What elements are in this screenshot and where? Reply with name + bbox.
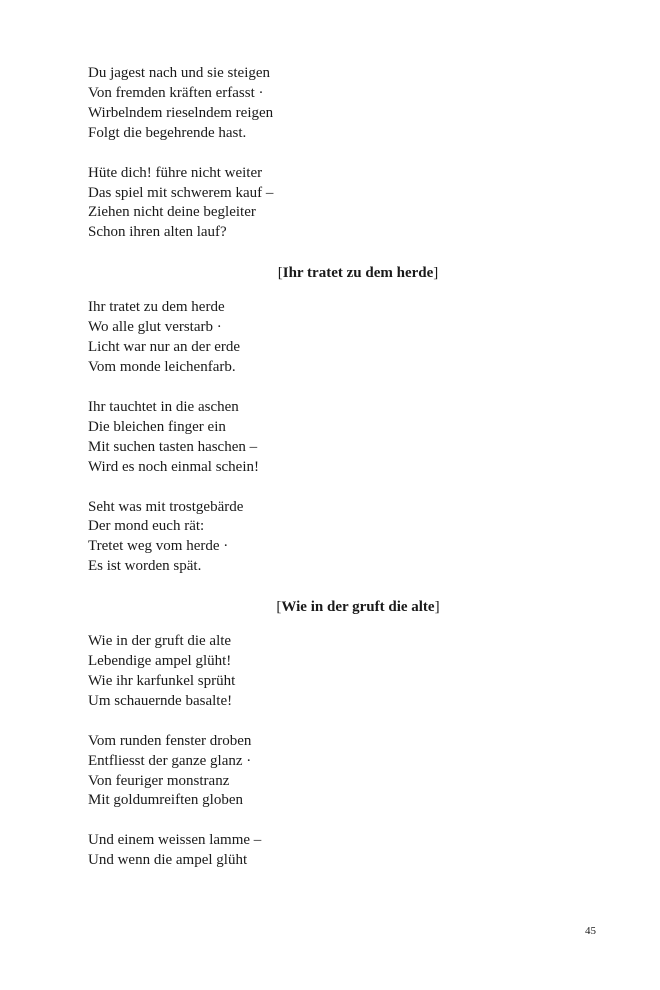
stanza (88, 164, 608, 244)
verse-line: Das spiel mit schwerem kauf – (88, 184, 274, 201)
stanza (88, 64, 608, 144)
verse-line: Der mond euch rät: (88, 518, 205, 535)
verse-line: Hüte dich! führe nicht weiter (88, 164, 263, 181)
stanza (88, 398, 608, 478)
verse-line: Es ist worden spät. (88, 558, 202, 575)
poem-title-text: Ihr tratet zu dem herde (282, 265, 434, 282)
stanza (88, 831, 608, 871)
poem-text-block (88, 64, 608, 891)
stanza (88, 732, 608, 812)
verse-line: Die bleichen finger ein (88, 418, 226, 435)
page-number: 45 (585, 925, 596, 937)
title-bracket-open: [ (277, 265, 283, 282)
poem-title (88, 597, 608, 617)
verse-line: Mit suchen tasten haschen – (88, 438, 258, 455)
verse-line: Folgt die begehrende hast. (88, 124, 247, 141)
verse-line: Licht war nur an der erde (88, 339, 241, 356)
verse-line: Wird es noch einmal schein! (88, 458, 260, 475)
verse-line: Und einem weissen lamme – (88, 832, 262, 849)
verse-line: Tretet weg vom herde · (88, 538, 229, 555)
title-bracket-close: ] (434, 599, 440, 616)
title-bracket-close: ] (433, 265, 439, 282)
verse-line: Wirbelndem rieselndem reigen (88, 104, 274, 121)
verse-line: Seht was mit trostgebärde (88, 498, 244, 515)
verse-line: Um schauernde basalte! (88, 692, 233, 709)
poem-title (88, 263, 608, 283)
verse-line: Ziehen nicht deine begleiter (88, 204, 256, 221)
verse-line: Ihr tauchtet in die aschen (88, 398, 239, 415)
verse-line: Wie in der gruft die alte (88, 633, 232, 650)
verse-line: Vom runden fenster droben (88, 732, 252, 749)
verse-line: Von fremden kräften erfasst · (88, 84, 264, 101)
verse-line: Ihr tratet zu dem herde (88, 299, 225, 316)
verse-line: Entfliesst der ganze glanz · (88, 752, 252, 769)
verse-line: Mit goldumreiften globen (88, 792, 243, 809)
verse-line: Vom monde leichenfarb. (88, 358, 236, 375)
verse-line: Wo alle glut verstarb · (88, 319, 222, 336)
stanza (88, 498, 608, 578)
poem-title-text: Wie in der gruft die alte (281, 599, 435, 616)
title-bracket-open: [ (276, 599, 282, 616)
verse-line: Und wenn die ampel glüht (88, 852, 248, 869)
stanza (88, 298, 608, 378)
verse-line: Von feuriger monstranz (88, 772, 230, 789)
verse-line: Wie ihr karfunkel sprüht (88, 672, 236, 689)
stanza (88, 632, 608, 712)
verse-line: Du jagest nach und sie steigen (88, 65, 271, 81)
verse-line: Lebendige ampel glüht! (88, 653, 232, 670)
verse-line: Schon ihren alten lauf? (88, 224, 227, 241)
